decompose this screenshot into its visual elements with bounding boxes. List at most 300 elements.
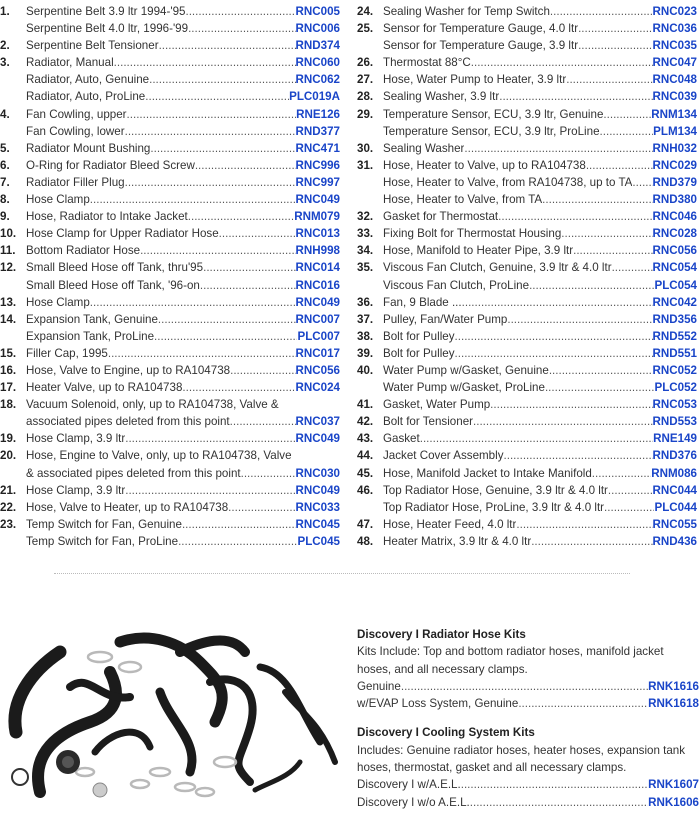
part-description: Hose, Valve to Heater, up to RA104738 — [26, 500, 229, 514]
part-number: RNC049 — [295, 295, 340, 309]
part-description: Hose, Heater Feed, 4.0 ltr — [383, 517, 517, 531]
part-number: RNK1618 — [648, 697, 699, 711]
item-number: 39. — [357, 346, 374, 360]
part-description: Hose Clamp for Upper Radiator Hose — [26, 227, 219, 241]
item-number: 37. — [357, 312, 374, 326]
part-description: Heater Valve, up to RA104738 — [26, 381, 183, 395]
part-description: Gasket — [383, 432, 420, 446]
part-description: Fixing Bolt for Thermostat Housing — [383, 227, 562, 241]
part-number: RND376 — [652, 449, 697, 463]
part-number: PLC019A — [289, 90, 340, 104]
part-number: RNC062 — [295, 73, 340, 87]
parts-list-row — [0, 208, 340, 225]
parts-list-row — [0, 277, 340, 294]
parts-list-row — [0, 3, 340, 20]
part-number: RNC049 — [295, 432, 340, 446]
dot-leader — [603, 106, 651, 123]
parts-list-row — [357, 533, 697, 550]
part-number: RNC053 — [652, 398, 697, 412]
parts-list-left — [0, 3, 340, 550]
kit-block — [357, 724, 699, 810]
part-number: RNC007 — [295, 312, 340, 326]
part-number: RNK1616 — [648, 679, 699, 693]
part-description: Hose, Heater to Valve, up to RA104738 — [383, 158, 586, 172]
part-number: RNC005 — [295, 5, 340, 18]
item-number — [0, 413, 26, 430]
item-number: 5. — [0, 141, 10, 155]
dot-leader — [145, 88, 289, 105]
parts-list-row — [0, 88, 340, 105]
item-number — [0, 20, 26, 37]
parts-list-row — [357, 430, 697, 447]
parts-list-row — [357, 174, 697, 191]
cooling-hose-kit-photo — [0, 612, 345, 802]
dot-leader — [159, 37, 296, 54]
parts-list-row — [357, 311, 697, 328]
parts-list-row — [357, 294, 697, 311]
part-number: RNC014 — [295, 261, 340, 275]
dot-leader — [470, 794, 648, 811]
dot-leader — [90, 191, 296, 208]
part-description: Fan Cowling, lower — [26, 124, 125, 138]
item-number: 31. — [357, 158, 374, 172]
dot-leader — [462, 294, 653, 311]
parts-list-row — [357, 447, 697, 464]
item-number: 2. — [0, 39, 10, 53]
part-number: RNC056 — [652, 244, 697, 258]
kit-block — [357, 626, 699, 712]
dot-leader — [90, 294, 296, 311]
item-number: 16. — [0, 363, 17, 377]
part-number: RNC471 — [295, 141, 340, 155]
part-description: Small Bleed Hose off Tank, thru'95 — [26, 261, 204, 275]
parts-list-row — [0, 499, 340, 516]
dot-leader — [108, 345, 296, 362]
part-description: Small Bleed Hose off Tank, '96-on — [26, 278, 200, 292]
part-number: RNC048 — [652, 73, 697, 87]
part-description: Bolt for Tensioner — [383, 415, 474, 429]
parts-list-row — [357, 345, 697, 362]
dot-leader — [578, 37, 652, 54]
part-description: Gasket for Thermostat — [383, 210, 499, 224]
item-number: 15. — [0, 346, 17, 360]
item-number — [0, 277, 26, 294]
dot-leader — [504, 447, 653, 464]
dot-leader — [608, 482, 653, 499]
part-description: Temp Switch for Fan, Genuine — [26, 517, 182, 531]
part-number: RNC006 — [295, 22, 340, 36]
part-description: Radiator Filler Plug — [26, 175, 125, 189]
dot-leader — [529, 277, 654, 294]
parts-list-row — [357, 157, 697, 174]
part-description: & associated pipes deleted from this point — [26, 466, 241, 480]
dot-leader — [188, 20, 295, 37]
item-number: 7. — [0, 175, 10, 189]
part-number: RNM086 — [651, 466, 697, 480]
dot-leader — [228, 499, 295, 516]
parts-list-row — [357, 3, 697, 20]
dot-leader — [464, 140, 652, 157]
part-description: Bolt for Pulley — [383, 346, 455, 360]
parts-list-row — [0, 328, 340, 345]
item-number: 45. — [357, 466, 374, 480]
part-description: Serpentine Belt 3.9 ltr 1994-'95 — [26, 5, 186, 18]
dot-leader — [178, 533, 297, 550]
part-description: Radiator, Manual — [26, 56, 114, 70]
item-number: 44. — [357, 449, 374, 463]
part-description: Sensor for Temperature Gauge, 3.9 ltr — [383, 39, 579, 53]
item-number: 18. — [0, 398, 17, 412]
part-description: Thermostat 88°C — [383, 56, 471, 70]
part-number: RNC036 — [652, 22, 697, 36]
kit-title: Discovery I Radiator Hose Kits — [357, 628, 526, 641]
part-description: Expansion Tank, ProLine — [26, 329, 155, 343]
parts-list-row — [357, 191, 697, 208]
part-number: RNE126 — [296, 107, 340, 121]
dot-leader — [461, 776, 648, 793]
item-number: 11. — [0, 244, 16, 258]
part-number: RNC030 — [295, 466, 340, 480]
dot-leader — [592, 465, 651, 482]
parts-list-row — [0, 379, 340, 396]
dot-leader — [188, 208, 294, 225]
parts-list-row — [357, 516, 697, 533]
dot-leader — [632, 174, 652, 191]
parts-list-row — [0, 345, 340, 362]
part-number: RNC056 — [295, 363, 340, 377]
part-description: Sealing Washer, 3.9 ltr — [383, 90, 500, 104]
dot-leader — [158, 311, 296, 328]
part-description: Hose, Radiator to Intake Jacket — [26, 210, 188, 224]
parts-list-row — [357, 71, 697, 88]
part-number: RNC037 — [295, 415, 340, 429]
item-number: 30. — [357, 141, 374, 155]
item-number: 34. — [357, 244, 374, 258]
part-number: RNH032 — [652, 141, 697, 155]
part-number: RNC045 — [295, 517, 340, 531]
parts-list-row — [357, 465, 697, 482]
item-number: 28. — [357, 90, 374, 104]
part-description: Gasket, Water Pump — [383, 398, 491, 412]
part-description: Water Pump w/Gasket, Genuine — [383, 363, 549, 377]
part-number: RND374 — [295, 39, 340, 53]
parts-list-row — [357, 413, 697, 430]
part-number: RNC029 — [652, 158, 697, 172]
item-number — [0, 465, 26, 482]
item-number: 9. — [0, 210, 10, 224]
parts-list-row — [0, 516, 340, 533]
part-number: RND356 — [652, 312, 697, 326]
item-number: 40. — [357, 363, 374, 377]
item-number — [357, 277, 383, 294]
dot-leader — [125, 174, 296, 191]
parts-list-row — [0, 225, 340, 242]
dot-leader — [182, 379, 295, 396]
parts-list-row — [357, 328, 697, 345]
part-description: Bolt for Pulley — [383, 329, 455, 343]
parts-list-row — [357, 123, 697, 140]
parts-list-row — [0, 294, 340, 311]
parts-list-row — [0, 20, 340, 37]
part-number: RNC047 — [652, 56, 697, 70]
item-number — [357, 191, 383, 208]
part-number: RNC046 — [652, 210, 697, 224]
parts-list-row — [0, 447, 340, 464]
dot-leader — [578, 20, 652, 37]
part-number: RNK1607 — [648, 778, 699, 792]
part-description: Bottom Radiator Hose — [26, 244, 141, 258]
part-number: PLC054 — [654, 278, 697, 292]
dot-leader — [241, 465, 296, 482]
part-description: Viscous Fan Clutch, Genuine, 3.9 ltr & 4.0 ltr — [383, 261, 612, 275]
dot-leader — [549, 362, 653, 379]
parts-list-row — [0, 174, 340, 191]
parts-list-row — [357, 37, 697, 54]
item-number: 21. — [0, 483, 17, 497]
kit-item — [357, 678, 699, 695]
parts-list-row — [0, 533, 340, 550]
item-number: 33. — [357, 227, 374, 241]
parts-list-row — [357, 54, 697, 71]
part-number: RND380 — [652, 193, 697, 207]
item-number: 12. — [0, 261, 17, 275]
parts-list-row — [0, 242, 340, 259]
dot-leader — [545, 379, 655, 396]
item-number: 8. — [0, 193, 10, 207]
dot-leader — [154, 328, 297, 345]
item-number: 14. — [0, 312, 17, 326]
part-number: RNC024 — [295, 381, 340, 395]
kit-description: Includes: Genuine radiator hoses, heater hoses, expansion tank hoses, thermostat, gasket and all necessary clamps. — [357, 743, 686, 775]
dot-leader — [125, 123, 296, 140]
section-divider — [54, 573, 630, 574]
parts-list-row — [0, 140, 340, 157]
part-description: Pulley, Fan/Water Pump — [383, 312, 508, 326]
parts-list-row — [357, 140, 697, 157]
part-description: Radiator, Auto, Genuine — [26, 73, 150, 87]
dot-leader — [219, 225, 296, 242]
part-number: RNC996 — [295, 158, 340, 172]
parts-list-row — [357, 396, 697, 413]
dot-leader — [542, 191, 652, 208]
part-description: Hose Clamp — [26, 295, 90, 309]
parts-list-row — [357, 88, 697, 105]
part-number: RNM079 — [294, 210, 340, 224]
item-number — [357, 37, 383, 54]
part-number: PLC044 — [654, 500, 697, 514]
item-number: 26. — [357, 56, 374, 70]
parts-list-row — [0, 465, 340, 482]
parts-list-row — [0, 259, 340, 276]
part-description: Serpentine Belt 4.0 ltr, 1996-'99 — [26, 22, 189, 36]
part-number: RNC042 — [652, 295, 697, 309]
dot-leader — [473, 413, 653, 430]
part-description: Jacket Cover Assembly — [383, 449, 504, 463]
part-number: RND377 — [295, 124, 340, 138]
kit-item — [357, 794, 699, 811]
part-description: Hose, Heater to Valve, from RA104738, up to TA — [383, 175, 633, 189]
kits-section — [357, 626, 699, 823]
part-number: RNC028 — [652, 227, 697, 241]
part-description: Hose, Manifold to Heater Pipe, 3.9 ltr — [383, 244, 574, 258]
item-number — [0, 123, 26, 140]
part-description: Heater Matrix, 3.9 ltr & 4.0 ltr — [383, 534, 532, 548]
part-number: RNC049 — [295, 193, 340, 207]
part-description: Hose, Heater to Valve, from TA — [383, 193, 543, 207]
part-description: Sealing Washer for Temp Switch — [383, 5, 550, 18]
part-number: PLM134 — [653, 124, 697, 138]
part-number: PLC052 — [654, 381, 697, 395]
item-number: 3. — [0, 56, 10, 70]
item-number — [357, 499, 383, 516]
item-number: 10. — [0, 227, 17, 241]
parts-list-row — [0, 413, 340, 430]
part-number: RND553 — [652, 415, 697, 429]
part-description: Hose Clamp, 3.9 ltr — [26, 432, 126, 446]
part-description: Water Pump w/Gasket, ProLine — [383, 381, 545, 395]
item-number: 29. — [357, 107, 374, 121]
part-description: associated pipes deleted from this point — [26, 415, 230, 429]
part-number: RND552 — [652, 329, 697, 343]
dot-leader — [182, 516, 296, 533]
parts-list-row — [357, 225, 697, 242]
part-description: Temperature Sensor, ECU, 3.9 ltr, ProLine — [383, 124, 600, 138]
dot-leader — [195, 157, 296, 174]
item-number: 22. — [0, 500, 17, 514]
parts-list-row — [357, 362, 697, 379]
parts-list-row — [0, 37, 340, 54]
dot-leader — [149, 71, 295, 88]
part-description: Top Radiator Hose, Genuine, 3.9 ltr & 4.0 ltr — [383, 483, 608, 497]
part-number: RNC023 — [652, 5, 697, 18]
dot-leader — [471, 54, 653, 71]
item-number — [357, 174, 383, 191]
part-number: RNC997 — [295, 175, 340, 189]
part-description: Hose, Manifold Jacket to Intake Manifold — [383, 466, 592, 480]
item-number: 13. — [0, 295, 17, 309]
parts-list-row — [0, 71, 340, 88]
dot-leader — [230, 362, 295, 379]
part-number: RNH998 — [295, 244, 340, 258]
item-number — [357, 379, 383, 396]
part-description: Fan Cowling, upper — [26, 107, 127, 121]
part-description: Vacuum Solenoid, only, up to RA104738, Valve & — [26, 398, 279, 412]
parts-list-row — [0, 123, 340, 140]
parts-list-row — [357, 379, 697, 396]
part-description: Hose Clamp, 3.9 ltr — [26, 483, 126, 497]
part-description: O-Ring for Radiator Bleed Screw — [26, 158, 195, 172]
part-description: Hose Clamp — [26, 193, 90, 207]
part-description: Temperature Sensor, ECU, 3.9 ltr, Genuine — [383, 107, 604, 121]
item-number: 35. — [357, 261, 374, 275]
dot-leader — [140, 242, 295, 259]
part-description: Radiator Mount Bushing — [26, 141, 151, 155]
parts-list-row — [0, 396, 340, 413]
item-number: 1. — [0, 5, 10, 18]
dot-leader — [125, 430, 295, 447]
part-description: Filler Cap, 1995 — [26, 346, 108, 360]
dot-leader — [455, 328, 653, 345]
part-description: Radiator, Auto, ProLine — [26, 90, 146, 104]
part-description: Sensor for Temperature Gauge, 4.0 ltr — [383, 22, 579, 36]
dot-leader — [127, 106, 297, 123]
parts-list-right — [357, 3, 697, 550]
part-number: RNC013 — [295, 227, 340, 241]
kit-item — [357, 695, 699, 712]
parts-list-row — [0, 482, 340, 499]
part-number: PLC007 — [297, 329, 340, 343]
parts-list-row — [0, 157, 340, 174]
part-description: Sealing Washer — [383, 141, 465, 155]
dot-leader — [550, 3, 653, 20]
item-number: 27. — [357, 73, 374, 87]
item-number: 48. — [357, 534, 374, 548]
parts-list-row — [357, 277, 697, 294]
kit-item-label: Discovery I w/o A.E.L. — [357, 795, 470, 809]
item-number — [0, 533, 26, 550]
part-number: RND436 — [652, 534, 697, 548]
item-number: 17. — [0, 381, 17, 395]
dot-leader — [586, 157, 653, 174]
dot-leader — [516, 516, 652, 533]
part-number: RNC052 — [652, 363, 697, 377]
dot-leader — [125, 482, 295, 499]
kit-item-label: Discovery I w/A.E.L. — [357, 778, 461, 792]
part-number: RND379 — [652, 175, 697, 189]
part-number: RNC035 — [652, 39, 697, 53]
part-number: RNC017 — [295, 346, 340, 360]
part-description: Temp Switch for Fan, ProLine — [26, 534, 179, 548]
part-number: RNC049 — [295, 483, 340, 497]
part-number: PLC045 — [297, 534, 340, 548]
dot-leader — [612, 259, 653, 276]
part-description: Fan, 9 Blade ... — [383, 295, 462, 309]
item-number: 36. — [357, 295, 374, 309]
dot-leader — [185, 3, 295, 20]
dot-leader — [203, 259, 295, 276]
kit-item-label: Genuine — [357, 679, 401, 693]
parts-list-row — [0, 106, 340, 123]
part-number: RNC060 — [295, 56, 340, 70]
parts-list-row — [357, 482, 697, 499]
item-number — [0, 88, 26, 105]
dot-leader — [604, 499, 654, 516]
dot-leader — [200, 277, 296, 294]
dot-leader — [490, 396, 652, 413]
item-number — [0, 328, 26, 345]
item-number: 19. — [0, 432, 17, 446]
kit-item — [357, 776, 699, 793]
part-number: RND551 — [652, 346, 697, 360]
item-number: 38. — [357, 329, 374, 343]
part-description: Hose, Valve to Engine, up to RA104738 — [26, 363, 231, 377]
part-description: Viscous Fan Clutch, ProLine — [383, 278, 530, 292]
part-description: Hose, Water Pump to Heater, 3.9 ltr — [383, 73, 567, 87]
dot-leader — [507, 311, 652, 328]
dot-leader — [573, 242, 652, 259]
dot-leader — [420, 430, 653, 447]
dot-leader — [531, 533, 652, 550]
dot-leader — [561, 225, 652, 242]
item-number: 47. — [357, 517, 374, 531]
part-number: RNE149 — [653, 432, 697, 446]
item-number: 24. — [357, 5, 374, 18]
dot-leader — [150, 140, 295, 157]
dot-leader — [230, 413, 296, 430]
part-number: RNC054 — [652, 261, 697, 275]
dot-leader — [114, 54, 296, 71]
part-number: RNK1606 — [648, 795, 699, 809]
